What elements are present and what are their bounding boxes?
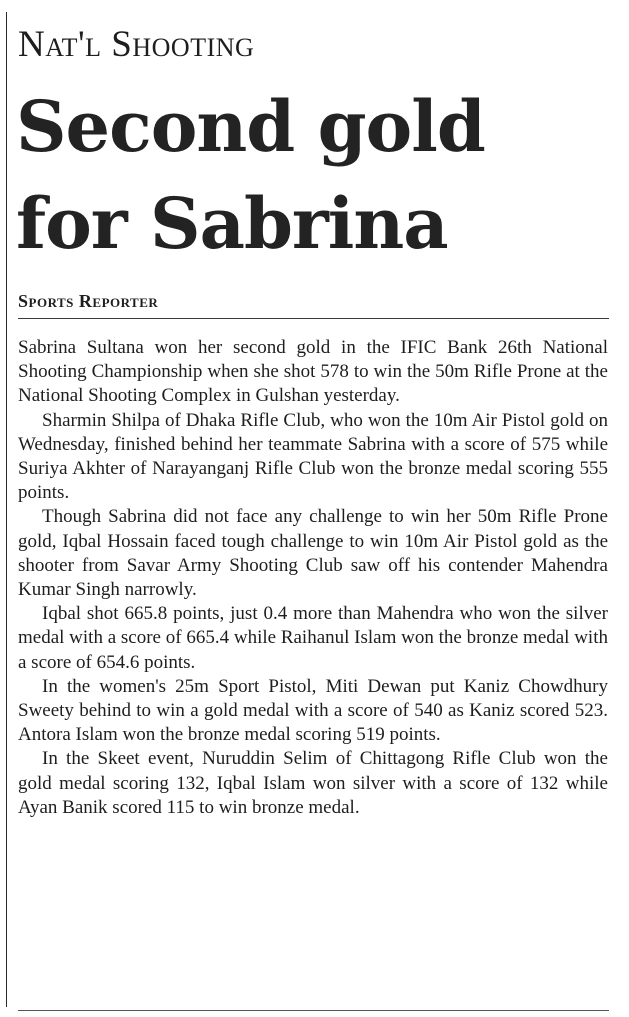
paragraph-5: In the women's 25m Sport Pistol, Miti Dewan put Kaniz Chowdhury Sweety behind to win a gold medal with a score of 540 as Kaniz scored 523. Antora Islam won the bronze medal scoring 519 points. — [18, 675, 608, 746]
paragraph-3: Though Sabrina did not face any challenge to win her 50m Rifle Prone gold, Iqbal Hossain faced tough challenge to win 10m Air Pistol gold as the shooter from Savar Army Shooting Club saw off his contender Mahendra Kumar Singh narrowly. — [18, 506, 608, 601]
byline: Sports Reporter — [18, 291, 159, 311]
column-left-rule — [6, 12, 7, 1007]
paragraph-1: Sabrina Sultana won her second gold in the IFIC Bank 26th National Shooting Championship when she shot 578 to win the 50m Rifle Prone at the National Shooting Complex in Gulshan yesterday. — [18, 337, 608, 407]
article-body — [18, 336, 608, 820]
headline: Second gold for Sabrina — [16, 85, 485, 265]
byline-divider — [18, 318, 609, 319]
bottom-divider — [18, 1010, 609, 1011]
paragraph-2: Sharmin Shilpa of Dhaka Rifle Club, who won the 10m Air Pistol gold on Wednesday, finished behind her teammate Sabrina with a score of 575 while Suriya Akhter of Narayanganj Rifle Club won the bronze medal scoring 555 points. — [18, 409, 608, 504]
kicker: Nat'l Shooting — [18, 24, 255, 65]
paragraph-4: Iqbal shot 665.8 points, just 0.4 more than Mahendra who won the silver medal with a score of 665.4 while Raihanul Islam won the bronze medal with a score of 654.6 points. — [18, 603, 608, 673]
paragraph-6: In the Skeet event, Nuruddin Selim of Chittagong Rifle Club won the gold medal scoring 132, Iqbal Islam won silver with a score of 132 while Ayan Banik scored 115 to win bronze medal. — [18, 748, 608, 818]
